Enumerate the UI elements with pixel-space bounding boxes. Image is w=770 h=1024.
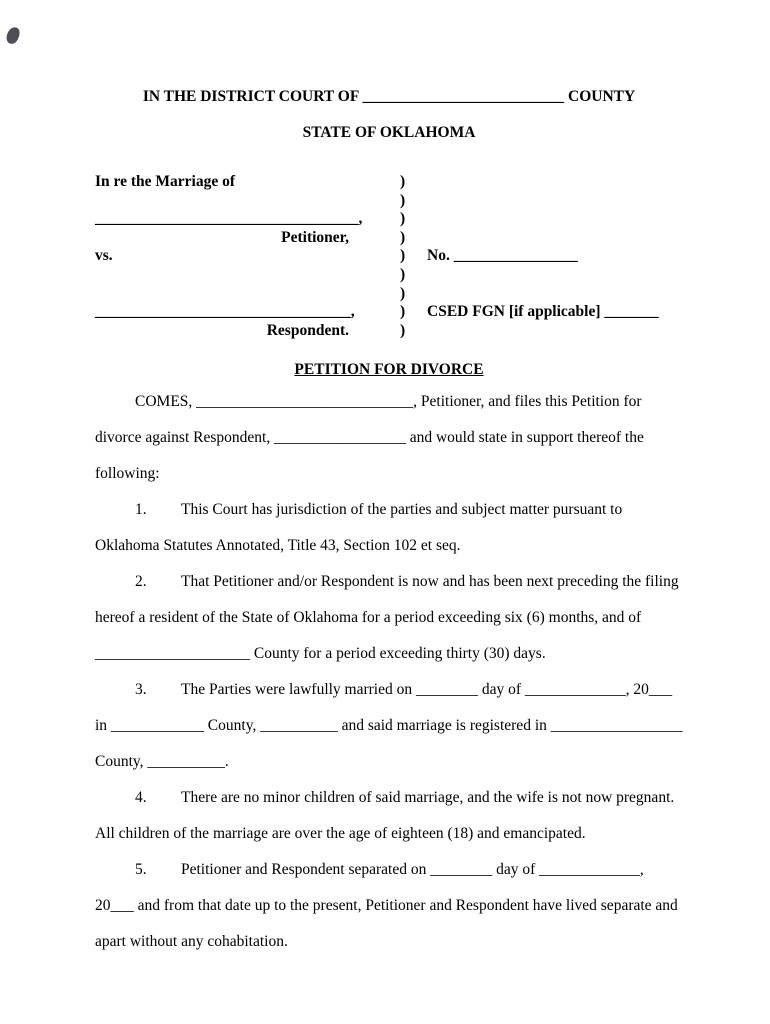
- caption-left-cell: [95, 285, 355, 304]
- caption-paren: ): [400, 265, 406, 283]
- state-line: STATE OF OKLAHOMA: [302, 124, 476, 141]
- petition-body: [95, 384, 683, 960]
- petitioner-label: Petitioner,: [281, 228, 349, 246]
- paragraph-number: 2.: [135, 573, 147, 591]
- document-content: [95, 88, 683, 960]
- respondent-name-blank: _________________________________,: [95, 303, 355, 321]
- paragraph-text: There are no minor children of said marriage, and the wife is not now pregnant. All children of the marriage are over the age of eighteen (18) and emancipated.: [95, 789, 675, 843]
- caption-left-cell: [95, 266, 355, 285]
- caption-right-cell: [415, 266, 683, 285]
- caption-right-cell: [415, 322, 683, 341]
- caption-paren: ): [400, 303, 406, 321]
- caption-left-cell: [95, 192, 355, 211]
- in-re-marriage-label: In re the Marriage of: [95, 173, 236, 190]
- paragraph-5: [95, 852, 683, 960]
- paragraph-3: [95, 672, 683, 780]
- caption-paren: ): [400, 321, 406, 339]
- paragraph-text: The Parties were lawfully married on ________ day of _____________, 20___ in ____________ County, __________ and said marriage is registered in _________________ County, __________.: [95, 681, 683, 771]
- caption-paren: ): [400, 284, 406, 302]
- caption-paren: ): [400, 228, 406, 246]
- case-caption-block: [95, 173, 683, 340]
- vs-label: vs.: [95, 247, 113, 265]
- paragraph-number: 5.: [135, 861, 147, 879]
- paragraph-number: 4.: [135, 789, 147, 807]
- caption-right-cell: [415, 285, 683, 304]
- paragraph-4: [95, 780, 683, 852]
- paragraph-text: Petitioner and Respondent separated on ________ day of _____________, 20___ and from that date up to the present, Petitioner and Respondent have lived separate and apart without any cohabitation.: [95, 861, 678, 951]
- respondent-label: Respondent.: [266, 321, 349, 339]
- caption-paren: ): [400, 247, 406, 265]
- scan-artifact-mark: [5, 26, 21, 45]
- paragraph-text: This Court has jurisdiction of the parties and subject matter pursuant to Oklahoma Statutes Annotated, Title 43, Section 102 et seq.: [95, 501, 623, 555]
- csed-fgn-label: CSED FGN [if applicable] _______: [427, 303, 659, 321]
- paragraph-number: 3.: [135, 681, 147, 699]
- caption-paren: ): [400, 210, 406, 228]
- caption-paren: ): [400, 173, 406, 190]
- caption-right-cell: [415, 229, 683, 248]
- caption-right-cell: [415, 173, 683, 192]
- court-title-line: IN THE DISTRICT COURT OF __________________________ COUNTY: [142, 88, 636, 105]
- caption-right-cell: [415, 210, 683, 229]
- document-title: PETITION FOR DIVORCE: [294, 361, 484, 379]
- caption-right-cell: [415, 192, 683, 211]
- paragraph-text: That Petitioner and/or Respondent is now and has been next preceding the filing hereof a resident of the State of Oklahoma for a period exceeding six (6) months, and of ____________________ County for a period exceeding thirty (30) days.: [95, 573, 679, 663]
- paragraph-1: [95, 492, 683, 564]
- case-number-label: No. ________________: [427, 247, 578, 265]
- paragraph-number: 1.: [135, 501, 147, 519]
- paragraph-text: COMES, ____________________________, Petitioner, and files this Petition for divorce against Respondent, _________________ and would state in support thereof the following:: [95, 393, 644, 483]
- paragraph-2: [95, 564, 683, 672]
- opening-paragraph: [95, 384, 683, 492]
- caption-paren: ): [400, 191, 406, 209]
- petitioner-name-blank: __________________________________,: [95, 210, 363, 228]
